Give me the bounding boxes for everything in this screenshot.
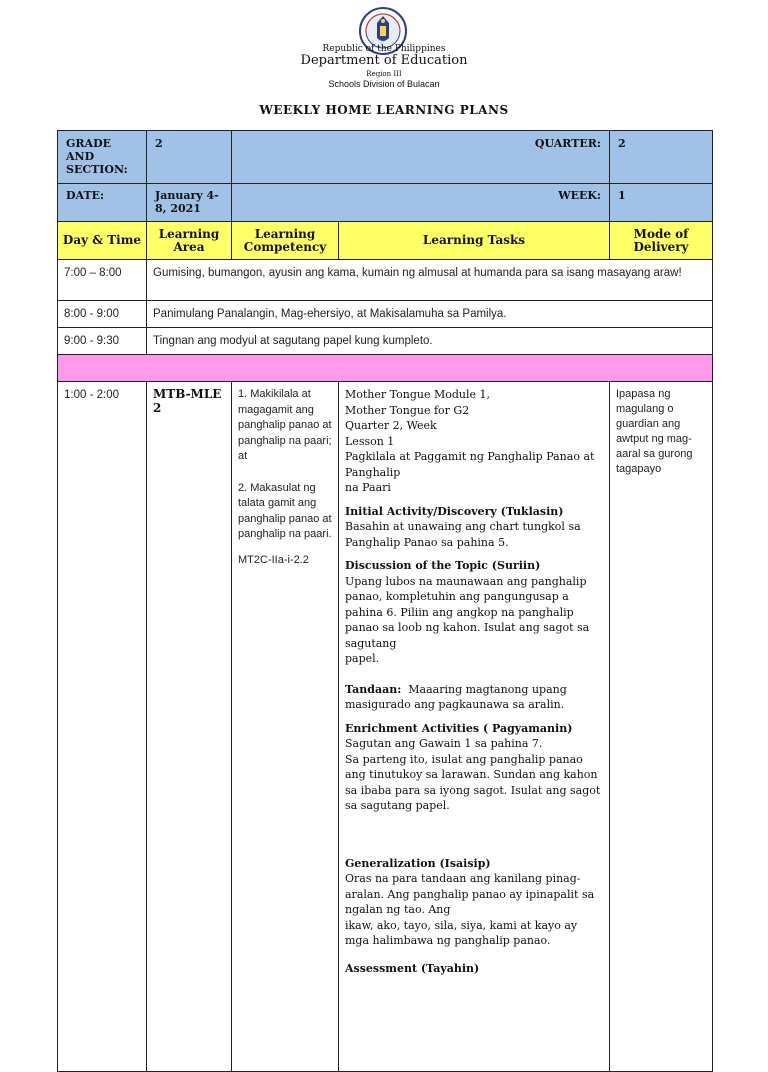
initial-heading: Initial Activity/Discovery (Tuklasin) bbox=[345, 504, 564, 518]
quarter-label: QUARTER: bbox=[232, 131, 610, 184]
lesson-area: MTB-MLE 2 bbox=[147, 382, 232, 1072]
col-learning-competency: Learning Competency bbox=[232, 222, 339, 260]
department-line: Department of Education bbox=[300, 53, 468, 68]
lesson-row bbox=[58, 382, 713, 1072]
week-label: WEEK: bbox=[232, 184, 610, 222]
republic-line: Republic of the Philippines bbox=[322, 44, 446, 54]
break-row bbox=[58, 355, 713, 382]
initial-text: Basahin at unawaing ang chart tungkol sa Panghalip Panao sa pahina 5. bbox=[345, 520, 581, 549]
row-activity: Gumising, bumangon, ayusin ang kama, kumain ng almusal at humanda para sa isang masayang araw! bbox=[147, 260, 713, 301]
tandaan-note bbox=[345, 682, 603, 713]
lesson-time: 1:00 - 2:00 bbox=[58, 382, 147, 1072]
row-time: 8:00 - 9:00 bbox=[58, 301, 147, 328]
lesson-tasks bbox=[339, 382, 610, 1072]
discussion-heading: Discussion of the Topic (Suriin) bbox=[345, 559, 541, 572]
schedule-row bbox=[58, 260, 713, 301]
col-learning-tasks: Learning Tasks bbox=[339, 222, 610, 260]
module-line: Pagkilala at Paggamit ng Panghalip Panao at Panghalip bbox=[345, 450, 595, 479]
schedule-row bbox=[58, 328, 713, 355]
week-value: 1 bbox=[610, 184, 713, 222]
grade-value: 2 bbox=[147, 131, 232, 184]
info-row-date bbox=[58, 184, 713, 222]
discussion-text: Upang lubos na maunawaan ang panghalip panao, kompletuhin ang pangungusap a pahina 6. Piliin ang angkop na panghalip panao sa loob ng kahon. Isulat ang sagot sa sagutang bbox=[345, 574, 590, 650]
column-header-row bbox=[58, 222, 713, 260]
module-line: Lesson 1 bbox=[345, 434, 395, 448]
date-label: DATE: bbox=[58, 184, 147, 222]
break-bar bbox=[58, 355, 713, 382]
module-line: Mother Tongue for G2 bbox=[345, 403, 470, 417]
row-activity: Panimulang Panalangin, Mag-ehersiyo, at Makisalamuha sa Pamilya. bbox=[147, 301, 713, 328]
competency-code: MT2C-IIa-i-2.2 bbox=[238, 553, 309, 566]
module-line: Mother Tongue Module 1, bbox=[345, 388, 491, 401]
module-line: na Paari bbox=[345, 481, 391, 494]
date-value: January 4-8, 2021 bbox=[147, 184, 232, 222]
lesson-mode: Ipapasa ng magulang o guardian ang awtput ng mag-aaral sa gurong tagapayo bbox=[610, 382, 713, 1072]
competency-2: 2. Makasulat ng talata gamit ang panghalip panao at panghalip na paari. bbox=[238, 481, 332, 540]
generalization-heading: Generalization (Isaisip) bbox=[345, 856, 491, 870]
info-row-grade bbox=[58, 131, 713, 184]
row-time: 9:00 - 9:30 bbox=[58, 328, 147, 355]
division-line: Schools Division of Bulacan bbox=[328, 79, 440, 89]
region-line: Region III bbox=[366, 70, 402, 78]
enrichment-text-2: Sa parteng ito, isulat ang panghalip panao ang tinutukoy sa larawan. Sundan ang kahon sa ibaba para sa iyong sagot. Isulat ang sagot sa sagutang papel. bbox=[345, 752, 601, 812]
quarter-value: 2 bbox=[610, 131, 713, 184]
tandaan-label: Tandaan: bbox=[345, 682, 402, 696]
tandaan-text: Maaaring magtanong upang masigurado ang pagkaunawa sa aralin. bbox=[345, 682, 567, 711]
lesson-competency bbox=[232, 382, 339, 1072]
module-line: Quarter 2, Week bbox=[345, 419, 437, 432]
learning-plan-table bbox=[57, 130, 713, 1072]
generalization-text-1: Oras na para tandaan ang kanilang pinag-aralan. Ang panghalip panao ay ipinapalit sa ngalan ng tao. Ang bbox=[345, 872, 595, 916]
col-learning-area: Learning Area bbox=[147, 222, 232, 260]
assessment-heading: Assessment (Tayahin) bbox=[345, 961, 480, 975]
enrichment-heading: Enrichment Activities ( Pagyamanin) bbox=[345, 721, 573, 735]
col-day-time: Day & Time bbox=[58, 222, 147, 260]
schedule-row bbox=[58, 301, 713, 328]
discussion-text-2: papel. bbox=[345, 652, 380, 665]
row-activity: Tingnan ang modyul at sagutang papel kung kumpleto. bbox=[147, 328, 713, 355]
page-title: WEEKLY HOME LEARNING PLANS bbox=[259, 103, 509, 117]
col-mode-of-delivery: Mode of Delivery bbox=[610, 222, 713, 260]
row-time: 7:00 – 8:00 bbox=[58, 260, 147, 301]
generalization-text-2: ikaw, ako, tayo, sila, siya, kami at kayo ay mga halimbawa ng panghalip panao. bbox=[345, 918, 578, 947]
grade-label: GRADE AND SECTION: bbox=[58, 131, 147, 184]
competency-1: 1. Makikilala at magagamit ang panghalip panao at panghalip na paari; at bbox=[238, 388, 332, 462]
enrichment-text-1: Sagutan ang Gawain 1 sa pahina 7. bbox=[345, 737, 543, 750]
